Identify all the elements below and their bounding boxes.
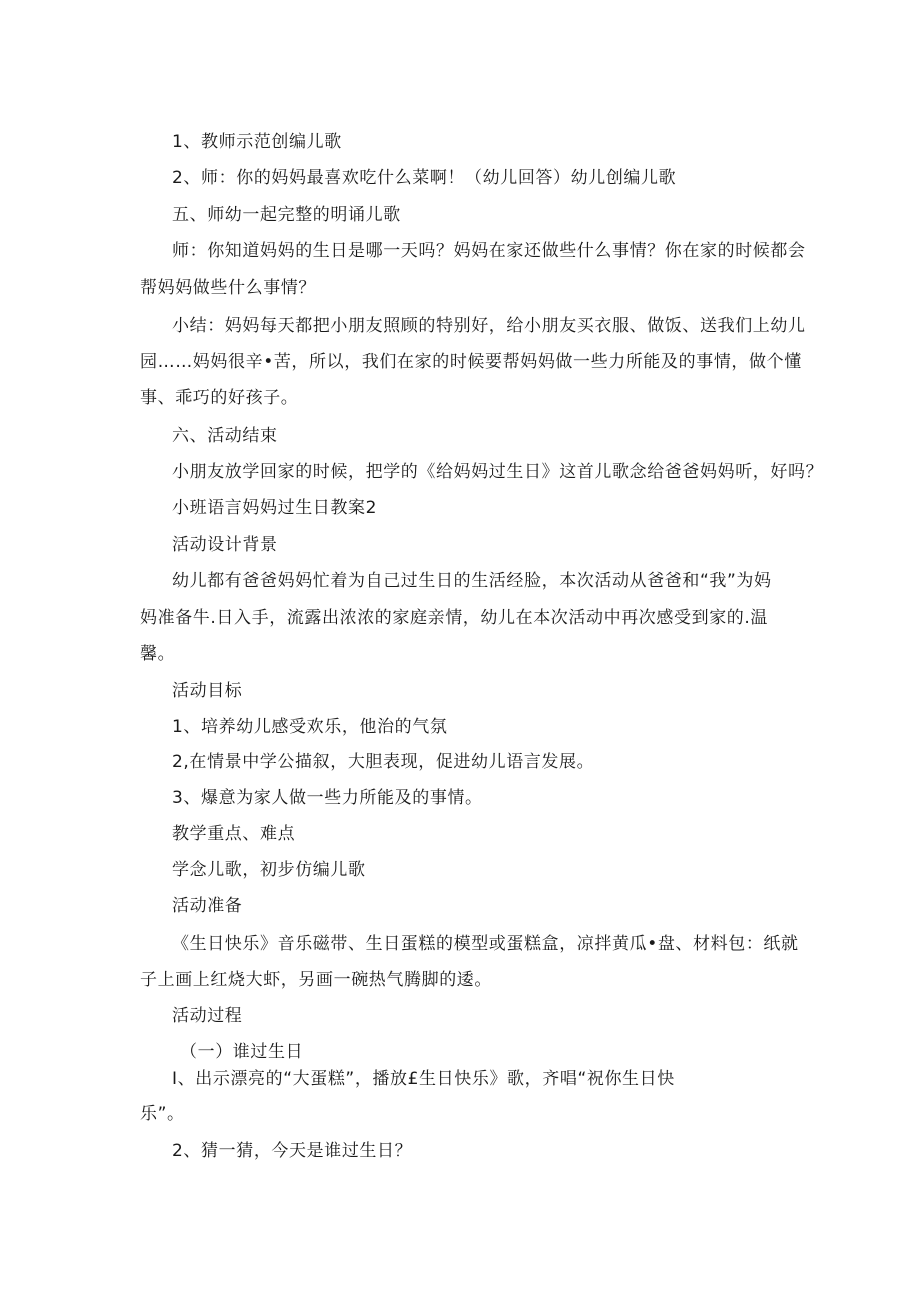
section-heading: 教学重点、难点 xyxy=(172,824,296,844)
section-heading: 五、师幼一起完整的明诵儿歌 xyxy=(172,205,401,225)
subsection-heading: （一）谁过生日 xyxy=(180,1042,304,1062)
text-line: 妈准备牛.日入手，流露出浓浓的家庭亲情，幼儿在本次活动中再次感受到家的.温 xyxy=(140,608,769,628)
text-line: 1、培养幼儿感受欢乐，他治的气氛 xyxy=(172,717,448,737)
text-line: 幼儿都有爸爸妈妈忙着为自己过生日的生活经脸，本次活动从爸爸和“我”为妈 xyxy=(172,571,772,591)
section-heading: 六、活动结束 xyxy=(172,426,278,446)
text-line: 师：你知道妈妈的生日是哪一天吗？妈妈在家还做些什么事情？你在家的时候都会 xyxy=(172,241,806,261)
text-line: 2、师：你的妈妈最喜欢吃什么菜啊！（幼儿回答）幼儿创编儿歌 xyxy=(172,168,677,188)
section-heading: 活动过程 xyxy=(172,1006,243,1026)
text-line: 学念儿歌，初步仿编儿歌 xyxy=(172,860,366,880)
text-line: 小结：妈妈每天都把小朋友照顾的特别好，给小朋友买衣服、做饭、送我们上幼儿 xyxy=(172,316,806,336)
text-line: 2、猜一猜，今天是谁过生日？ xyxy=(172,1141,413,1161)
text-line: 小朋友放学回家的时候，把学的《给妈妈过生日》这首儿歌念给爸爸妈妈听，好吗？ xyxy=(172,462,824,482)
text-line: 1、教师示范创编儿歌 xyxy=(172,132,342,152)
section-heading: 活动准备 xyxy=(172,896,243,916)
text-line: 3、爆意为家人做一些力所能及的事情。 xyxy=(172,788,483,808)
document-title: 小班语言妈妈过生日教案2 xyxy=(172,498,378,518)
text-line: 《生日快乐》音乐磁带、生日蛋糕的模型或蛋糕盒，凉拌黄瓜•盘、材料包：纸就 xyxy=(172,934,799,954)
text-line: 2,在情景中学公描叙，大胆表现，促进幼儿语言发展。 xyxy=(172,752,595,772)
text-line: I、出示漂亮的“大蛋糕”，播放£生日快乐》歌，齐唱“祝你生日快 xyxy=(172,1069,675,1089)
section-heading: 活动目标 xyxy=(172,681,243,701)
text-line: 帮妈妈做些什么事情？ xyxy=(140,278,316,298)
text-line: 馨。 xyxy=(140,644,176,664)
section-heading: 活动设计背景 xyxy=(172,535,278,555)
text-line: 乐”。 xyxy=(140,1104,185,1124)
text-line: 子上画上红烧大虾，另画一碗热气腾脚的逶。 xyxy=(140,970,492,990)
text-line: 事、乖巧的好孩子。 xyxy=(140,388,299,408)
text-line: 园……妈妈很辛•苦，所以，我们在家的时候要帮妈妈做一些力所能及的事情，做个懂 xyxy=(140,352,802,372)
